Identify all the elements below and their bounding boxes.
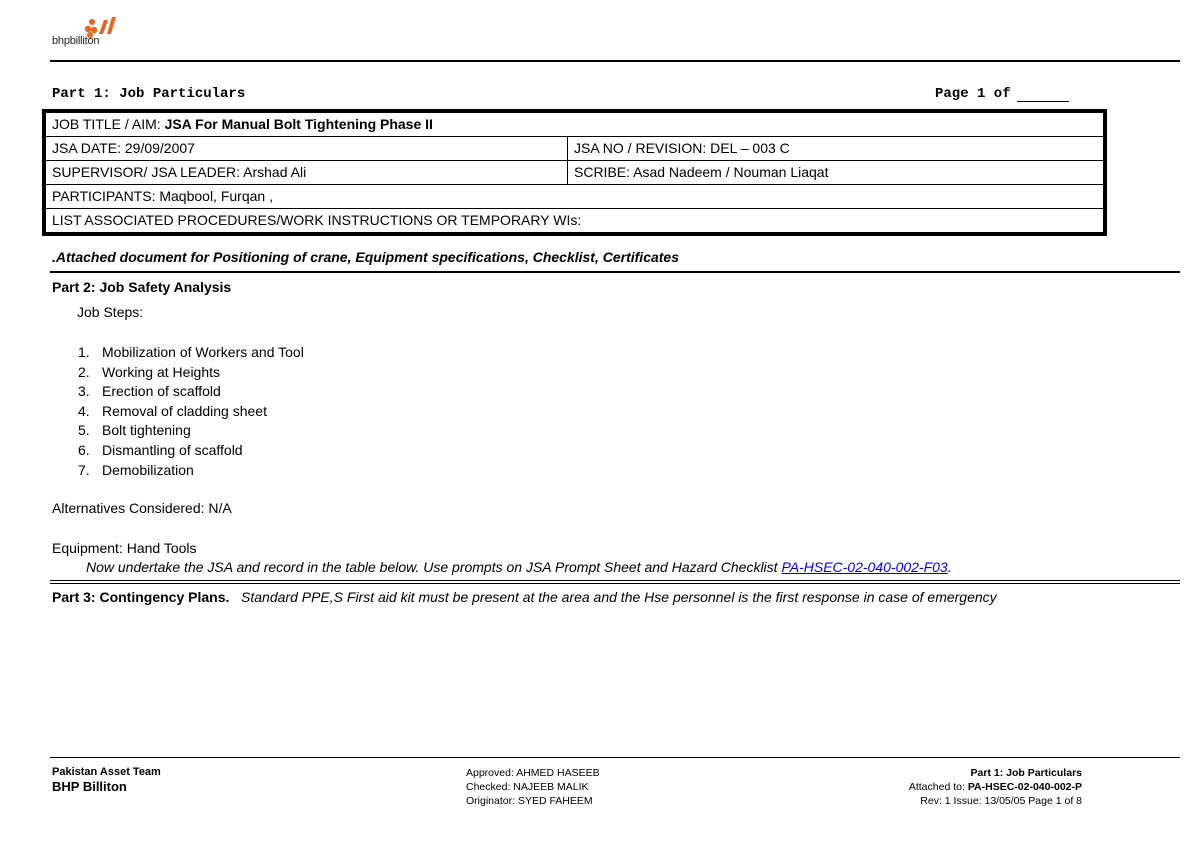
- participants-row: [46, 185, 1103, 209]
- step-number: 2.: [78, 363, 90, 380]
- footer-attached-to: [820, 780, 1082, 794]
- attached-to-label: Attached to:: [908, 781, 968, 793]
- footer-team: Pakistan Asset Team: [52, 766, 161, 778]
- scribe-cell: SCRIBE: Asad Nadeem / Nouman Liaqat: [574, 164, 829, 180]
- alternatives-considered: Alternatives Considered: N/A: [52, 500, 232, 516]
- footer-document-info: [820, 766, 1082, 808]
- list-item: [78, 461, 304, 481]
- footer-revision: Rev: 1 Issue: 13/05/05 Page 1 of 8: [920, 795, 1082, 807]
- step-number: 5.: [78, 422, 90, 439]
- page-total-blank[interactable]: [1017, 87, 1069, 102]
- logo-text: bhpbilliton: [52, 35, 100, 47]
- footer-approved: Approved: AHMED HASEEB: [466, 767, 600, 779]
- supervisor-row: [46, 161, 1103, 185]
- part3-title: Part 3: Contingency Plans.: [52, 589, 230, 605]
- step-number: 7.: [78, 461, 90, 478]
- list-item: [78, 382, 304, 402]
- job-particulars-table: [42, 109, 1107, 236]
- part3-text: Standard PPE,S First aid kit must be present at the area and the Hse personnel is the first response in case of emergency: [241, 589, 997, 605]
- jsa-date-cell: JSA DATE: 29/09/2007: [46, 137, 568, 160]
- page-indicator: [935, 86, 1069, 102]
- step-text: Erection of scaffold: [102, 383, 221, 400]
- step-text: Mobilization of Workers and Tool: [102, 344, 304, 360]
- participants-cell: PARTICIPANTS: Maqbool, Furqan ,: [52, 188, 273, 204]
- step-number: 1.: [78, 344, 90, 360]
- list-item: [78, 441, 304, 461]
- undertake-text: Now undertake the JSA and record in the table below. Use prompts on JSA Prompt Sheet and Hazard Checklist: [86, 559, 782, 575]
- step-number: 6.: [78, 441, 90, 458]
- step-number: 3.: [78, 383, 90, 400]
- undertake-instruction: [86, 559, 952, 575]
- list-item: [78, 363, 304, 383]
- step-text: Working at Heights: [102, 363, 221, 380]
- procedures-cell: LIST ASSOCIATED PROCEDURES/WORK INSTRUCTIONS OR TEMPORARY WIs:: [52, 212, 582, 228]
- step-text: Bolt tightening: [102, 422, 191, 439]
- undertake-end: .: [947, 559, 952, 575]
- footer-part-label: Part 1: Job Particulars: [970, 767, 1082, 779]
- footer-company: BHP Billiton: [52, 779, 127, 794]
- bhp-logo-icon: [52, 14, 132, 54]
- part1-title: Part 1: Job Particulars: [52, 86, 246, 102]
- supervisor-cell: SUPERVISOR/ JSA LEADER: Arshad Ali: [46, 161, 568, 184]
- header-rule: [50, 60, 1180, 62]
- attached-document-note: .Attached document for Positioning of crane, Equipment specifications, Checklist, Certificates: [52, 249, 679, 265]
- list-item: [78, 421, 304, 441]
- job-title-value: JSA For Manual Bolt Tightening Phase II: [164, 116, 433, 132]
- job-title-label: JOB TITLE / AIM:: [52, 116, 161, 132]
- equipment-line: Equipment: Hand Tools: [52, 540, 197, 556]
- list-item: [78, 402, 304, 422]
- step-text: Removal of cladding sheet: [102, 402, 267, 419]
- part3-section: [52, 588, 1142, 607]
- double-rule-top: [50, 580, 1180, 581]
- page-label: Page 1 of: [935, 86, 1011, 102]
- footer-checked: Checked: NAJEEB MALIK: [466, 781, 589, 793]
- part2-title: Part 2: Job Safety Analysis: [52, 279, 232, 295]
- jsa-number-cell: JSA NO / REVISION: DEL – 003 C: [574, 140, 790, 156]
- job-title-cell: [46, 113, 1103, 136]
- footer-approvals: [466, 766, 600, 808]
- job-steps-list: [78, 343, 304, 480]
- procedures-row: [46, 209, 1103, 232]
- step-text: Dismantling of scaffold: [102, 441, 243, 458]
- footer-rule: [50, 757, 1180, 758]
- double-rule-bottom: [50, 583, 1180, 584]
- attached-to-value: PA-HSEC-02-040-002-P: [967, 781, 1082, 793]
- jsa-date-row: [46, 137, 1103, 161]
- list-item: [78, 343, 304, 363]
- step-text: Demobilization: [102, 461, 194, 478]
- step-number: 4.: [78, 402, 90, 419]
- section-rule: [50, 271, 1180, 273]
- job-title-row: [46, 113, 1103, 137]
- footer-originator: Originator: SYED FAHEEM: [466, 795, 593, 807]
- job-steps-label: Job Steps:: [77, 304, 144, 320]
- checklist-link[interactable]: PA-HSEC-02-040-002-F03: [781, 559, 948, 575]
